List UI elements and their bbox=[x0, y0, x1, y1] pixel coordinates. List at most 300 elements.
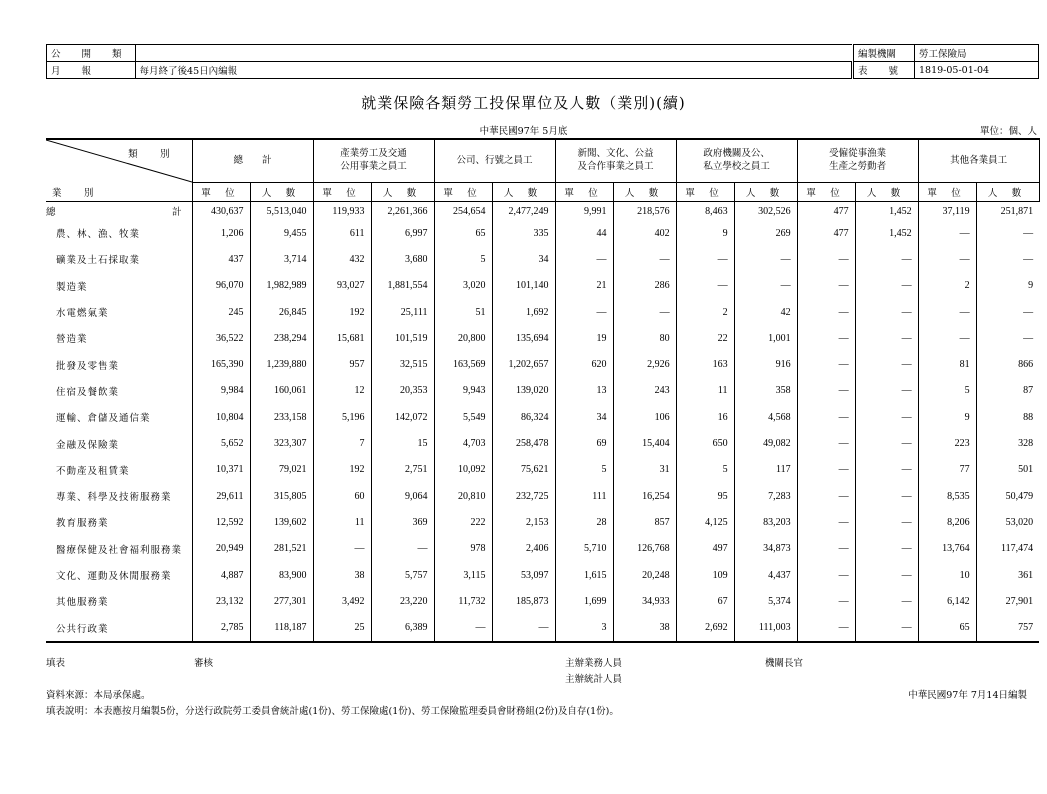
table-cell: 5,652 bbox=[192, 430, 250, 456]
table-cell: 79,021 bbox=[250, 457, 313, 483]
corner-bottom-label: 業 別 bbox=[52, 189, 104, 199]
table-cell: 501 bbox=[976, 457, 1039, 483]
table-cell: 1,001 bbox=[734, 325, 797, 351]
table-cell: — bbox=[676, 273, 734, 299]
sub-header-unit: 單 位 bbox=[555, 183, 613, 202]
sub-header-unit: 單 位 bbox=[797, 183, 855, 202]
group-header: 總 計 bbox=[192, 139, 313, 183]
table-cell: 20,353 bbox=[371, 378, 434, 404]
table-cell: 5,549 bbox=[434, 404, 492, 430]
table-cell: — bbox=[976, 220, 1039, 246]
table-row bbox=[46, 614, 1039, 641]
table-cell: — bbox=[555, 246, 613, 272]
table-cell: — bbox=[797, 325, 855, 351]
table-cell: 323,307 bbox=[250, 430, 313, 456]
table-cell: — bbox=[613, 299, 676, 325]
table-cell: 109 bbox=[676, 562, 734, 588]
row-category: 其他服務業 bbox=[56, 598, 109, 609]
table-cell: — bbox=[855, 614, 918, 641]
table-cell: 28 bbox=[555, 509, 613, 535]
row-category: 不動產及租賃業 bbox=[56, 466, 130, 477]
table-cell: 2,751 bbox=[371, 457, 434, 483]
table-cell: 857 bbox=[613, 509, 676, 535]
sub-header-people: 人 數 bbox=[371, 183, 434, 202]
table-cell: 315,805 bbox=[250, 483, 313, 509]
table-cell: 80 bbox=[613, 325, 676, 351]
page-title: 就業保險各類勞工投保單位及人數（業別)(續) bbox=[361, 94, 686, 112]
table-cell: — bbox=[492, 614, 555, 641]
corner-top-label: 類 別 bbox=[128, 150, 180, 160]
row-category: 住宿及餐飲業 bbox=[56, 387, 120, 398]
table-cell: 2,406 bbox=[492, 536, 555, 562]
table-cell: 3,680 bbox=[371, 246, 434, 272]
row-category: 營造業 bbox=[56, 335, 88, 346]
table-cell: 232,725 bbox=[492, 483, 555, 509]
table-cell: — bbox=[855, 378, 918, 404]
table-row bbox=[46, 202, 1039, 221]
table-cell: — bbox=[855, 351, 918, 377]
table-cell: 20,949 bbox=[192, 536, 250, 562]
row-category: 製造業 bbox=[56, 282, 88, 293]
table-cell: 7 bbox=[313, 430, 371, 456]
table-cell: 4,437 bbox=[734, 562, 797, 588]
table-cell: 611 bbox=[313, 220, 371, 246]
table-cell: 222 bbox=[434, 509, 492, 535]
table-cell: 4,887 bbox=[192, 562, 250, 588]
table-cell: 160,061 bbox=[250, 378, 313, 404]
table-row bbox=[46, 246, 1039, 272]
source-note: 資料來源：本局承保處。 bbox=[46, 690, 151, 701]
group-header: 其他各業員工 bbox=[918, 139, 1039, 183]
table-cell: 12 bbox=[313, 378, 371, 404]
table-cell: 9,984 bbox=[192, 378, 250, 404]
table-cell: 5,710 bbox=[555, 536, 613, 562]
table-cell: 361 bbox=[976, 562, 1039, 588]
table-row bbox=[46, 536, 1039, 562]
table-cell: 37,119 bbox=[918, 202, 976, 221]
table-cell: 38 bbox=[613, 614, 676, 641]
table-cell: 65 bbox=[434, 220, 492, 246]
table-cell: — bbox=[797, 457, 855, 483]
table-cell: 185,873 bbox=[492, 588, 555, 614]
table-cell: 34,873 bbox=[734, 536, 797, 562]
table-cell: 6,142 bbox=[918, 588, 976, 614]
table-cell: — bbox=[797, 536, 855, 562]
table-cell: — bbox=[855, 536, 918, 562]
table-cell: — bbox=[797, 246, 855, 272]
table-cell: 8,463 bbox=[676, 202, 734, 221]
table-cell: 25,111 bbox=[371, 299, 434, 325]
table-row bbox=[46, 483, 1039, 509]
table-cell: 10,804 bbox=[192, 404, 250, 430]
table-cell: — bbox=[371, 536, 434, 562]
compiled-date: 中華民國97年 7月14日編製 bbox=[908, 690, 1027, 701]
table-cell: 1,699 bbox=[555, 588, 613, 614]
table-cell: 1,239,880 bbox=[250, 351, 313, 377]
table-cell: — bbox=[918, 325, 976, 351]
table-cell: 9,943 bbox=[434, 378, 492, 404]
agency-label: 編製機關 bbox=[854, 45, 915, 62]
table-cell: 111 bbox=[555, 483, 613, 509]
table-cell: 477 bbox=[797, 220, 855, 246]
table-cell: 34 bbox=[492, 246, 555, 272]
header-right-box bbox=[853, 44, 1039, 79]
row-category: 運輸、倉儲及通信業 bbox=[56, 414, 151, 425]
table-cell: 5,513,040 bbox=[250, 202, 313, 221]
table-cell: — bbox=[613, 246, 676, 272]
table-cell: 3,020 bbox=[434, 273, 492, 299]
table-cell: 3,714 bbox=[250, 246, 313, 272]
table-cell: 5 bbox=[918, 378, 976, 404]
table-cell: 25 bbox=[313, 614, 371, 641]
row-category: 醫療保健及社會福利服務業 bbox=[56, 545, 183, 556]
table-cell: 34 bbox=[555, 404, 613, 430]
table-cell: 13 bbox=[555, 378, 613, 404]
table-cell: 402 bbox=[613, 220, 676, 246]
table-cell: 8,535 bbox=[918, 483, 976, 509]
table-cell: 192 bbox=[313, 299, 371, 325]
table-cell: 86,324 bbox=[492, 404, 555, 430]
table-cell: — bbox=[797, 299, 855, 325]
table-cell: — bbox=[797, 378, 855, 404]
table-cell: — bbox=[855, 588, 918, 614]
table-cell: 119,933 bbox=[313, 202, 371, 221]
table-cell: 88 bbox=[976, 404, 1039, 430]
sub-header-unit: 單 位 bbox=[313, 183, 371, 202]
table-cell: 126,768 bbox=[613, 536, 676, 562]
table-cell: 67 bbox=[676, 588, 734, 614]
table-cell: 243 bbox=[613, 378, 676, 404]
table-cell: 15,681 bbox=[313, 325, 371, 351]
table-row bbox=[46, 351, 1039, 377]
table-cell: 44 bbox=[555, 220, 613, 246]
table-cell: 69 bbox=[555, 430, 613, 456]
table-cell: 81 bbox=[918, 351, 976, 377]
disclosure-label: 公 開 類 bbox=[47, 45, 136, 62]
table-cell: 42 bbox=[734, 299, 797, 325]
table-cell: 957 bbox=[313, 351, 371, 377]
table-cell: — bbox=[313, 536, 371, 562]
table-cell: 5,757 bbox=[371, 562, 434, 588]
table-cell: 2,692 bbox=[676, 614, 734, 641]
table-cell: 1,452 bbox=[855, 220, 918, 246]
table-cell: 238,294 bbox=[250, 325, 313, 351]
table-cell: 22 bbox=[676, 325, 734, 351]
table-cell: 9 bbox=[918, 404, 976, 430]
table-cell: 117,474 bbox=[976, 536, 1039, 562]
group-header: 公司、行號之員工 bbox=[434, 139, 555, 183]
table-cell: — bbox=[855, 299, 918, 325]
table-cell: 36,522 bbox=[192, 325, 250, 351]
table-cell: 165,390 bbox=[192, 351, 250, 377]
form-label: 表 號 bbox=[854, 62, 915, 79]
table-cell: 10 bbox=[918, 562, 976, 588]
table-cell: 32,515 bbox=[371, 351, 434, 377]
table-cell: 1,615 bbox=[555, 562, 613, 588]
table-cell: 7,283 bbox=[734, 483, 797, 509]
table-cell: — bbox=[976, 299, 1039, 325]
table-cell: 254,654 bbox=[434, 202, 492, 221]
table-row bbox=[46, 457, 1039, 483]
table-cell: — bbox=[855, 325, 918, 351]
sub-header-unit: 單 位 bbox=[918, 183, 976, 202]
table-row bbox=[46, 430, 1039, 456]
table-cell: 23,132 bbox=[192, 588, 250, 614]
table-cell: — bbox=[734, 246, 797, 272]
table-cell: 117 bbox=[734, 457, 797, 483]
table-cell: 757 bbox=[976, 614, 1039, 641]
table-cell: — bbox=[855, 404, 918, 430]
table-cell: 83,203 bbox=[734, 509, 797, 535]
row-category: 批發及零售業 bbox=[56, 361, 120, 372]
table-row bbox=[46, 273, 1039, 299]
table-cell: — bbox=[855, 273, 918, 299]
sub-header-unit: 單 位 bbox=[434, 183, 492, 202]
table-cell: 477 bbox=[797, 202, 855, 221]
table-cell: 163,569 bbox=[434, 351, 492, 377]
group-header: 政府機關及公、 私立學校之員工 bbox=[676, 139, 797, 183]
table-cell: 277,301 bbox=[250, 588, 313, 614]
table-cell: 437 bbox=[192, 246, 250, 272]
table-cell: 2,926 bbox=[613, 351, 676, 377]
table-cell: 4,125 bbox=[676, 509, 734, 535]
table-cell: 8,206 bbox=[918, 509, 976, 535]
table-cell: 26,845 bbox=[250, 299, 313, 325]
table-cell: 9 bbox=[976, 273, 1039, 299]
table-cell: 111,003 bbox=[734, 614, 797, 641]
table-cell: 192 bbox=[313, 457, 371, 483]
table-cell: 497 bbox=[676, 536, 734, 562]
head-label: 機關長官 bbox=[765, 658, 804, 669]
table-cell: 135,694 bbox=[492, 325, 555, 351]
table-cell: 93,027 bbox=[313, 273, 371, 299]
sub-header-people: 人 數 bbox=[613, 183, 676, 202]
table-cell: 328 bbox=[976, 430, 1039, 456]
table-cell: 96,070 bbox=[192, 273, 250, 299]
table-cell: 1,206 bbox=[192, 220, 250, 246]
table-cell: 286 bbox=[613, 273, 676, 299]
table-row bbox=[46, 299, 1039, 325]
table-cell: — bbox=[797, 404, 855, 430]
table-cell: 101,140 bbox=[492, 273, 555, 299]
table-cell: 75,621 bbox=[492, 457, 555, 483]
table-cell: 16,254 bbox=[613, 483, 676, 509]
table-cell: — bbox=[855, 509, 918, 535]
table-cell: 1,202,657 bbox=[492, 351, 555, 377]
table-cell: 106 bbox=[613, 404, 676, 430]
group-header: 受僱從事漁業 生產之勞動者 bbox=[797, 139, 918, 183]
table-row bbox=[46, 404, 1039, 430]
table-row bbox=[46, 562, 1039, 588]
row-category: 水電燃氣業 bbox=[56, 309, 109, 320]
table-cell: 432 bbox=[313, 246, 371, 272]
group-header-row bbox=[46, 139, 1039, 183]
table-cell: 2,261,366 bbox=[371, 202, 434, 221]
row-category: 教育服務業 bbox=[56, 519, 109, 530]
table-cell: 27,901 bbox=[976, 588, 1039, 614]
table-cell: 20,248 bbox=[613, 562, 676, 588]
header-left-box bbox=[46, 44, 852, 79]
table-cell: 3,115 bbox=[434, 562, 492, 588]
period-value: 每月終了後45日內編報 bbox=[135, 62, 851, 79]
table-cell: 223 bbox=[918, 430, 976, 456]
table-cell: 916 bbox=[734, 351, 797, 377]
table-cell: 4,703 bbox=[434, 430, 492, 456]
table-cell: 10,371 bbox=[192, 457, 250, 483]
table-cell: 6,389 bbox=[371, 614, 434, 641]
table-cell: — bbox=[855, 562, 918, 588]
table-cell: 2,477,249 bbox=[492, 202, 555, 221]
table-cell: 21 bbox=[555, 273, 613, 299]
table-body bbox=[46, 202, 1039, 642]
report-date: 中華民國97年 5月底 bbox=[479, 126, 568, 137]
row-category: 公共行政業 bbox=[46, 614, 192, 641]
table-cell: 2 bbox=[918, 273, 976, 299]
stats-officer-label: 主辦統計人員 bbox=[565, 674, 623, 685]
table-note: 填表說明：本表應按月編製5份，分送行政院勞工委員會統計處(1份)、勞工保險處(1份)、勞工保險監理委員會財務組(2份)及自存(1份)。 bbox=[46, 706, 619, 717]
row-category: 金融及保險業 bbox=[56, 440, 120, 451]
form-value: 1819-05-01-04 bbox=[915, 62, 1039, 79]
table-cell: — bbox=[918, 299, 976, 325]
table-cell: 95 bbox=[676, 483, 734, 509]
table-cell: 12,592 bbox=[192, 509, 250, 535]
table-cell: 16 bbox=[676, 404, 734, 430]
sub-header-people: 人 數 bbox=[976, 183, 1039, 202]
unit-label: 單位：個、人 bbox=[979, 126, 1037, 137]
table-cell: — bbox=[734, 273, 797, 299]
table-cell: — bbox=[676, 246, 734, 272]
table-cell: — bbox=[797, 588, 855, 614]
table-cell: 9,455 bbox=[250, 220, 313, 246]
table-cell: 1,982,989 bbox=[250, 273, 313, 299]
table-cell: 1,692 bbox=[492, 299, 555, 325]
table-cell: — bbox=[918, 220, 976, 246]
table-cell: — bbox=[855, 457, 918, 483]
table-cell: 34,933 bbox=[613, 588, 676, 614]
table-cell: 218,576 bbox=[613, 202, 676, 221]
table-cell: 5 bbox=[555, 457, 613, 483]
corner-cell bbox=[46, 139, 192, 202]
table-cell: 2,153 bbox=[492, 509, 555, 535]
table-cell: — bbox=[797, 562, 855, 588]
table-cell: — bbox=[855, 246, 918, 272]
table-cell: 9,064 bbox=[371, 483, 434, 509]
table-cell: 2,785 bbox=[192, 614, 250, 641]
table-cell: — bbox=[797, 483, 855, 509]
table-cell: — bbox=[555, 299, 613, 325]
table-cell: — bbox=[797, 509, 855, 535]
table-cell: 5,374 bbox=[734, 588, 797, 614]
table-cell: 87 bbox=[976, 378, 1039, 404]
sub-header-people: 人 數 bbox=[492, 183, 555, 202]
row-category: 專業、科學及技術服務業 bbox=[56, 493, 172, 504]
table-cell: 866 bbox=[976, 351, 1039, 377]
table-cell: 53,020 bbox=[976, 509, 1039, 535]
table-cell: 302,526 bbox=[734, 202, 797, 221]
table-cell: 15 bbox=[371, 430, 434, 456]
table-cell: 5 bbox=[434, 246, 492, 272]
table-cell: — bbox=[434, 614, 492, 641]
table-cell: 281,521 bbox=[250, 536, 313, 562]
table-cell: 335 bbox=[492, 220, 555, 246]
sub-header-unit: 單 位 bbox=[676, 183, 734, 202]
table-cell: 139,602 bbox=[250, 509, 313, 535]
table-cell: 3,492 bbox=[313, 588, 371, 614]
table-row bbox=[46, 325, 1039, 351]
table-cell: 369 bbox=[371, 509, 434, 535]
table-cell: — bbox=[797, 430, 855, 456]
table-cell: — bbox=[976, 325, 1039, 351]
row-category: 文化、運動及休閒服務業 bbox=[56, 572, 172, 582]
table-cell: 101,519 bbox=[371, 325, 434, 351]
table-cell: — bbox=[797, 614, 855, 641]
table-cell: — bbox=[855, 430, 918, 456]
table-row bbox=[46, 588, 1039, 614]
reviewer-label: 審核 bbox=[194, 658, 214, 669]
table-cell: 19 bbox=[555, 325, 613, 351]
table-cell: 31 bbox=[613, 457, 676, 483]
table-cell: 258,478 bbox=[492, 430, 555, 456]
table-cell: 38 bbox=[313, 562, 371, 588]
table-cell: 5,196 bbox=[313, 404, 371, 430]
table-cell: 20,800 bbox=[434, 325, 492, 351]
supervisor-label: 主辦業務人員 bbox=[565, 658, 623, 669]
table-cell: 6,997 bbox=[371, 220, 434, 246]
table-cell: 620 bbox=[555, 351, 613, 377]
table-cell: 11 bbox=[676, 378, 734, 404]
table-cell: 2 bbox=[676, 299, 734, 325]
table-cell: 978 bbox=[434, 536, 492, 562]
table-cell: 53,097 bbox=[492, 562, 555, 588]
table-cell: 65 bbox=[918, 614, 976, 641]
table-cell: 251,871 bbox=[976, 202, 1039, 221]
statistics-table bbox=[46, 138, 1040, 643]
table-cell: 50,479 bbox=[976, 483, 1039, 509]
table-cell: 9,991 bbox=[555, 202, 613, 221]
table-row bbox=[46, 220, 1039, 246]
table-cell: 3 bbox=[555, 614, 613, 641]
table-cell: 430,637 bbox=[192, 202, 250, 221]
table-cell: — bbox=[918, 246, 976, 272]
table-cell: 11,732 bbox=[434, 588, 492, 614]
row-category: 總 計 bbox=[46, 208, 183, 218]
table-cell: 163 bbox=[676, 351, 734, 377]
table-cell: — bbox=[797, 273, 855, 299]
filler-label: 填表 bbox=[46, 658, 66, 669]
table-cell: 13,764 bbox=[918, 536, 976, 562]
table-cell: — bbox=[855, 483, 918, 509]
table-cell: 1,452 bbox=[855, 202, 918, 221]
sub-header-row bbox=[46, 183, 1039, 202]
table-cell: 269 bbox=[734, 220, 797, 246]
table-cell: 233,158 bbox=[250, 404, 313, 430]
table-cell: 77 bbox=[918, 457, 976, 483]
row-category: 礦業及土石採取業 bbox=[56, 256, 141, 267]
table-cell: — bbox=[976, 246, 1039, 272]
table-cell: 20,810 bbox=[434, 483, 492, 509]
table-cell: 29,611 bbox=[192, 483, 250, 509]
table-cell: 9 bbox=[676, 220, 734, 246]
table-cell: 10,092 bbox=[434, 457, 492, 483]
table-cell: 139,020 bbox=[492, 378, 555, 404]
table-cell: 51 bbox=[434, 299, 492, 325]
table-cell: 5 bbox=[676, 457, 734, 483]
table-cell: 118,187 bbox=[250, 614, 313, 641]
sub-header-people: 人 數 bbox=[855, 183, 918, 202]
table-cell: 60 bbox=[313, 483, 371, 509]
table-cell: 245 bbox=[192, 299, 250, 325]
sub-header-people: 人 數 bbox=[250, 183, 313, 202]
